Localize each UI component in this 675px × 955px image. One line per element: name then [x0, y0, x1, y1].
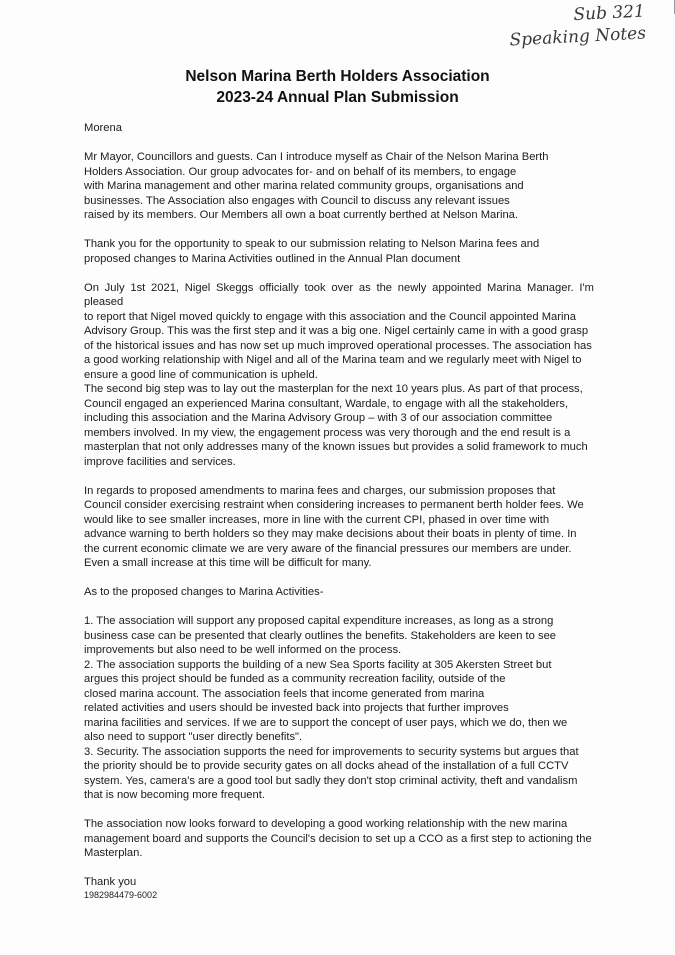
- text-line: Advisory Group. This was the first step and it was a big one. Nigel certainly came in with a good grasp: [84, 325, 589, 337]
- text-line: 3. Security. The association supports the need for improvements to security systems but argues that: [84, 745, 579, 758]
- text-line: argues this project should be funded as a community recreation facility, outside of the: [84, 673, 506, 685]
- document-body: [84, 121, 594, 901]
- title-line-1: Nelson Marina Berth Holders Association: [185, 68, 490, 85]
- reference-number: 1982984479-6002: [84, 889, 158, 900]
- text-line: Masterplan.: [84, 847, 143, 859]
- text-line: Mr Mayor, Councillors and guests. Can I introduce myself as Chair of the Nelson Marina Berth: [84, 151, 549, 163]
- paragraph-intro: [84, 150, 594, 223]
- text-line: improvements but also need to be well informed on the process.: [84, 644, 402, 656]
- title-line-2: 2023-24 Annual Plan Submission: [216, 89, 459, 106]
- paragraph-activities-list: [84, 614, 594, 803]
- text-line: would like to see smaller increases, more in line with the current CPI, phased in over time with: [84, 513, 550, 526]
- handwritten-annotation: [508, 0, 647, 51]
- text-line: to report that Nigel moved quickly to engage with this association and the Council appointed Marina: [84, 310, 576, 323]
- page-edge-mark: [666, 0, 675, 14]
- text-line: with Marina management and other marina related community groups, organisations and: [84, 180, 524, 192]
- text-line: the priority should be to provide security gates on all docks ahead of the installation of a full CCTV: [84, 760, 569, 772]
- text-line: The association now looks forward to developing a good working relationship with the new marina: [84, 818, 568, 830]
- paragraph-fees: [84, 484, 594, 571]
- text-line: Thank you for the opportunity to speak to our submission relating to Nelson Marina fees and: [84, 238, 540, 250]
- text-line: management board and supports the Council's decision to set up a CCO as a first step to actioning the: [84, 832, 592, 845]
- text-line: that is now becoming more frequent.: [84, 789, 265, 801]
- text-line: marina facilities and services. If we are to support the concept of user pays, which we do, then we: [84, 716, 568, 729]
- text-line: On July 1st 2021, Nigel Skeggs officially took over as the newly appointed Marina Manager. I'm pleased: [84, 281, 594, 308]
- paragraph-closing: [84, 817, 594, 861]
- text-line: the current economic climate we are very aware of the financial pressures our members are under.: [84, 542, 572, 555]
- paragraph-marina-manager: [84, 281, 594, 470]
- text-line: of the historical issues and has now set up much improved operational processes. The association has: [84, 339, 592, 352]
- text-line: 2. The association supports the building of a new Sea Sports facility at 305 Akersten Street but: [84, 658, 552, 671]
- text-line: system. Yes, camera's are a good tool but sadly they don't stop criminal activity, theft and vandalism: [84, 774, 578, 787]
- text-line: also need to support "user directly benefits".: [84, 731, 303, 743]
- text-line: proposed changes to Marina Activities outlined in the Annual Plan document: [84, 252, 461, 265]
- text-line: improve facilities and services.: [84, 455, 236, 468]
- annotation-line-1: Sub 321: [572, 1, 645, 26]
- text-line: a good working relationship with Nigel and all of the Marina team and we regularly meet with Nigel to: [84, 354, 582, 366]
- paragraph-thanks: [84, 237, 594, 266]
- document-title: [0, 66, 675, 108]
- text-line: Council engaged an experienced Marina consultant, Wardale, to engage with all the stakeholders,: [84, 397, 569, 410]
- text-line: In regards to proposed amendments to marina fees and charges, our submission proposes that: [84, 484, 556, 497]
- annotation-line-2: Speaking Notes: [508, 23, 647, 51]
- text-line: members involved. In my view, the engagement process was very thorough and the end result is a: [84, 426, 571, 439]
- text-line: closed marina account. The association feels that income generated from marina: [84, 687, 485, 700]
- text-line: Council consider exercising restraint when considering increases to permanent berth holder fees. We: [84, 499, 584, 511]
- text-line: 1. The association will support any proposed capital expenditure increases, as long as a strong: [84, 615, 554, 627]
- text-line: Even a small increase at this time will be difficult for many.: [84, 557, 372, 569]
- text-line: Holders Association. Our group advocates for- and on behalf of its members, to engage: [84, 165, 517, 178]
- text-line: The second big step was to lay out the masterplan for the next 10 years plus. As part of that process,: [84, 383, 583, 395]
- text-line: masterplan that not only addresses many of the known issues but provides a solid framework to much: [84, 441, 588, 453]
- paragraph-activities-intro: [84, 585, 594, 600]
- text-line: As to the proposed changes to Marina Activities-: [84, 586, 324, 598]
- text-line: raised by its members. Our Members all own a boat currently berthed at Nelson Marina.: [84, 209, 519, 221]
- text-line: related activities and users should be invested back into projects that further improves: [84, 702, 509, 714]
- greeting: Morena: [84, 122, 122, 134]
- text-line: ensure a good line of communication is upheld.: [84, 368, 318, 381]
- signoff: Thank you: [84, 876, 137, 888]
- text-line: including this association and the Marina Advisory Group – with 3 of our association committee: [84, 412, 553, 424]
- text-line: business case can be presented that clearly outlines the benefits. Stakeholders are keen to see: [84, 629, 557, 642]
- text-line: businesses. The Association also engages with Council to discuss any relevant issues: [84, 194, 510, 207]
- text-line: advance warning to berth holders so they may make decisions about their boats in plenty of time. In: [84, 528, 577, 540]
